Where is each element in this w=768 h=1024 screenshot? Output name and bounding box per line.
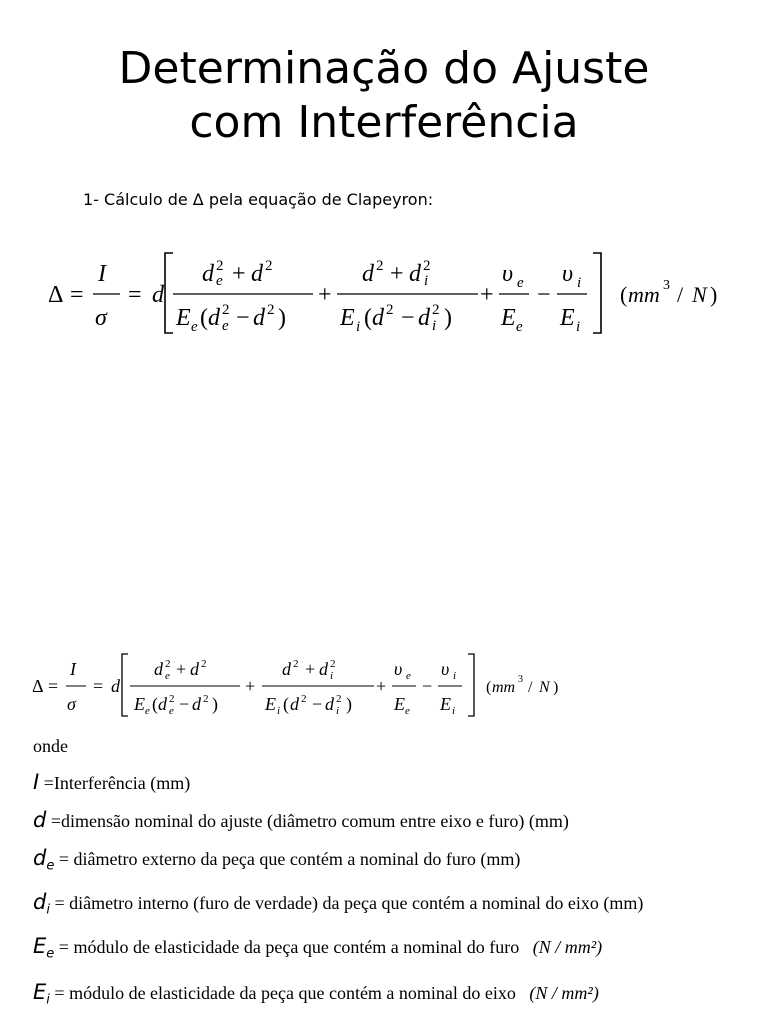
svg-text:e: e xyxy=(169,705,174,717)
svg-text:2: 2 xyxy=(216,258,224,274)
svg-text:E: E xyxy=(560,305,575,331)
definition-row: $E_e$ = módulo de elasticidade da peça que contém a nominal do furo (N / mm²) xyxy=(33,934,603,962)
svg-text:d: d xyxy=(202,261,214,287)
svg-text:/: / xyxy=(677,282,684,307)
svg-text:E: E xyxy=(134,694,145,714)
definition-symbol: d xyxy=(33,890,47,914)
svg-text:σ: σ xyxy=(95,305,107,331)
svg-text:): ) xyxy=(553,679,559,696)
definition-row: $d_e$ = diâmetro externo da peça que contém a nominal do furo (mm) xyxy=(33,846,521,874)
definition-unit: (N / mm²) xyxy=(532,937,603,957)
svg-text:e: e xyxy=(191,319,198,335)
clapeyron-equation-small xyxy=(28,648,588,724)
svg-text:): ) xyxy=(346,694,352,714)
svg-text:+: + xyxy=(480,282,494,308)
svg-text:i: i xyxy=(432,318,437,334)
definition-subscript: e xyxy=(46,858,55,874)
svg-text:mm: mm xyxy=(492,679,516,696)
svg-text:2: 2 xyxy=(265,258,273,274)
subtitle: 1- Cálculo de Δ pela equação de Clapeyron: xyxy=(83,190,434,209)
svg-text:d: d xyxy=(152,282,164,308)
svg-text:υ: υ xyxy=(562,261,574,287)
svg-text:d: d xyxy=(418,305,430,331)
svg-text:): ) xyxy=(212,694,218,714)
svg-text:e: e xyxy=(222,318,229,334)
svg-text:e: e xyxy=(516,319,523,335)
svg-text:3: 3 xyxy=(663,278,670,293)
svg-text:d: d xyxy=(208,305,220,331)
svg-text:I: I xyxy=(70,659,76,679)
svg-text:2: 2 xyxy=(203,693,209,705)
definition-text: módulo de elasticidade da peça que contém a nominal do furo xyxy=(73,937,520,957)
svg-text:E: E xyxy=(176,305,191,331)
definition-row: $E_i$ = módulo de elasticidade da peça que contém a nominal do eixo (N / mm²) xyxy=(33,980,599,1008)
definition-symbol: I xyxy=(33,770,40,794)
svg-text:(: ( xyxy=(486,679,492,696)
svg-text:E: E xyxy=(440,694,451,714)
definition-subscript: i xyxy=(46,992,50,1008)
svg-text:d: d xyxy=(325,694,334,714)
svg-text:2: 2 xyxy=(165,658,171,670)
svg-text:N: N xyxy=(692,282,707,307)
svg-text:2: 2 xyxy=(267,302,275,318)
definition-subscript: e xyxy=(46,946,55,962)
svg-text:E: E xyxy=(501,305,516,331)
svg-text:d: d xyxy=(290,694,299,714)
svg-text:d: d xyxy=(372,305,384,331)
svg-text:i: i xyxy=(330,670,334,682)
svg-text:=: = xyxy=(128,282,142,308)
svg-text:d: d xyxy=(111,676,120,696)
svg-text:3: 3 xyxy=(518,674,523,685)
svg-text:υ: υ xyxy=(441,659,450,679)
svg-text:e: e xyxy=(405,705,410,717)
svg-text:e: e xyxy=(406,670,411,682)
svg-text:2: 2 xyxy=(222,302,230,318)
svg-text:2: 2 xyxy=(201,658,207,670)
clapeyron-equation-large xyxy=(40,245,740,345)
svg-text:2: 2 xyxy=(423,258,431,274)
svg-text:e: e xyxy=(517,275,524,291)
svg-text:N: N xyxy=(539,679,550,696)
title-line-2: com Interferência xyxy=(189,97,579,148)
svg-text:e: e xyxy=(216,273,223,289)
definition-text: dimensão nominal do ajuste (diâmetro comum entre eixo e furo) (mm) xyxy=(61,811,569,831)
svg-text:+: + xyxy=(390,261,404,287)
svg-text:2: 2 xyxy=(336,693,342,705)
svg-text:Δ: Δ xyxy=(32,676,44,696)
svg-text:=: = xyxy=(48,676,59,696)
svg-text:d: d xyxy=(192,694,201,714)
definition-symbol: E xyxy=(33,934,47,958)
definition-text: Interferência (mm) xyxy=(53,773,191,793)
svg-text:+: + xyxy=(318,282,332,308)
slide-title xyxy=(0,42,768,150)
svg-text:Δ: Δ xyxy=(48,282,64,308)
svg-text:e: e xyxy=(145,705,150,717)
svg-text:(: ( xyxy=(364,305,372,331)
svg-text:+: + xyxy=(176,659,187,679)
svg-text:+: + xyxy=(245,676,256,696)
definition-text: diâmetro externo da peça que contém a nominal do furo (mm) xyxy=(73,849,521,869)
definition-text: módulo de elasticidade da peça que contém a nominal do eixo xyxy=(69,983,516,1003)
svg-text:(: ( xyxy=(620,282,628,307)
svg-text:E: E xyxy=(394,694,405,714)
svg-text:E: E xyxy=(265,694,276,714)
svg-text:2: 2 xyxy=(293,658,299,670)
svg-text:): ) xyxy=(444,305,452,331)
svg-text:2: 2 xyxy=(330,658,336,670)
title-line-1: Determinação do Ajuste xyxy=(118,43,650,94)
svg-text:−: − xyxy=(401,305,415,331)
svg-text:d: d xyxy=(362,261,374,287)
definition-row: I =Interferência (mm) xyxy=(33,770,191,794)
svg-text:d: d xyxy=(190,659,199,679)
definition-text: diâmetro interno (furo de verdade) da peça que contém a nominal do eixo (mm) xyxy=(69,893,644,913)
svg-text:=: = xyxy=(70,282,84,308)
svg-text:d: d xyxy=(253,305,265,331)
definition-unit: (N / mm²) xyxy=(529,983,599,1003)
svg-text:i: i xyxy=(576,319,581,335)
svg-text:d: d xyxy=(282,659,291,679)
svg-text:υ: υ xyxy=(502,261,514,287)
svg-text:I: I xyxy=(98,261,106,287)
svg-text:d: d xyxy=(319,659,328,679)
svg-text:): ) xyxy=(710,282,718,307)
definition-row: $d_i$ = diâmetro interno (furo de verdade) da peça que contém a nominal do eixo (mm) xyxy=(33,890,644,918)
svg-text:i: i xyxy=(424,273,429,289)
svg-text:−: − xyxy=(179,694,190,714)
svg-text:−: − xyxy=(537,282,551,308)
svg-text:2: 2 xyxy=(376,258,384,274)
svg-text:+: + xyxy=(376,676,387,696)
onde-label: onde xyxy=(33,736,68,756)
svg-text:mm: mm xyxy=(628,282,660,307)
svg-text:e: e xyxy=(165,670,170,682)
svg-text:i: i xyxy=(577,275,582,291)
svg-text:d: d xyxy=(158,694,167,714)
svg-text:i: i xyxy=(452,705,456,717)
definition-row: d =dimensão nominal do ajuste (diâmetro comum entre eixo e furo) (mm) xyxy=(33,808,569,832)
definition-symbol: d xyxy=(33,808,47,832)
svg-text:−: − xyxy=(236,305,250,331)
svg-text:+: + xyxy=(305,659,316,679)
svg-text:2: 2 xyxy=(301,693,307,705)
svg-text:=: = xyxy=(93,676,104,696)
definition-symbol: d xyxy=(33,846,47,870)
svg-text:i: i xyxy=(356,319,361,335)
svg-text:): ) xyxy=(278,305,286,331)
svg-text:+: + xyxy=(232,261,246,287)
svg-text:i: i xyxy=(453,670,457,682)
svg-text:E: E xyxy=(340,305,355,331)
definition-symbol: E xyxy=(33,980,47,1004)
svg-text:d: d xyxy=(251,261,263,287)
svg-text:−: − xyxy=(312,694,323,714)
svg-text:υ: υ xyxy=(394,659,403,679)
svg-text:(: ( xyxy=(152,694,158,714)
svg-text:i: i xyxy=(277,705,281,717)
svg-text:(: ( xyxy=(200,305,208,331)
svg-text:2: 2 xyxy=(169,693,175,705)
svg-text:2: 2 xyxy=(432,302,440,318)
svg-text:i: i xyxy=(336,705,340,717)
svg-text:d: d xyxy=(409,261,421,287)
svg-text:/: / xyxy=(528,679,533,696)
svg-text:d: d xyxy=(154,659,163,679)
svg-text:(: ( xyxy=(283,694,289,714)
svg-text:σ: σ xyxy=(67,694,76,714)
definition-subscript: i xyxy=(46,902,50,918)
svg-text:2: 2 xyxy=(386,302,394,318)
svg-text:−: − xyxy=(422,676,433,696)
